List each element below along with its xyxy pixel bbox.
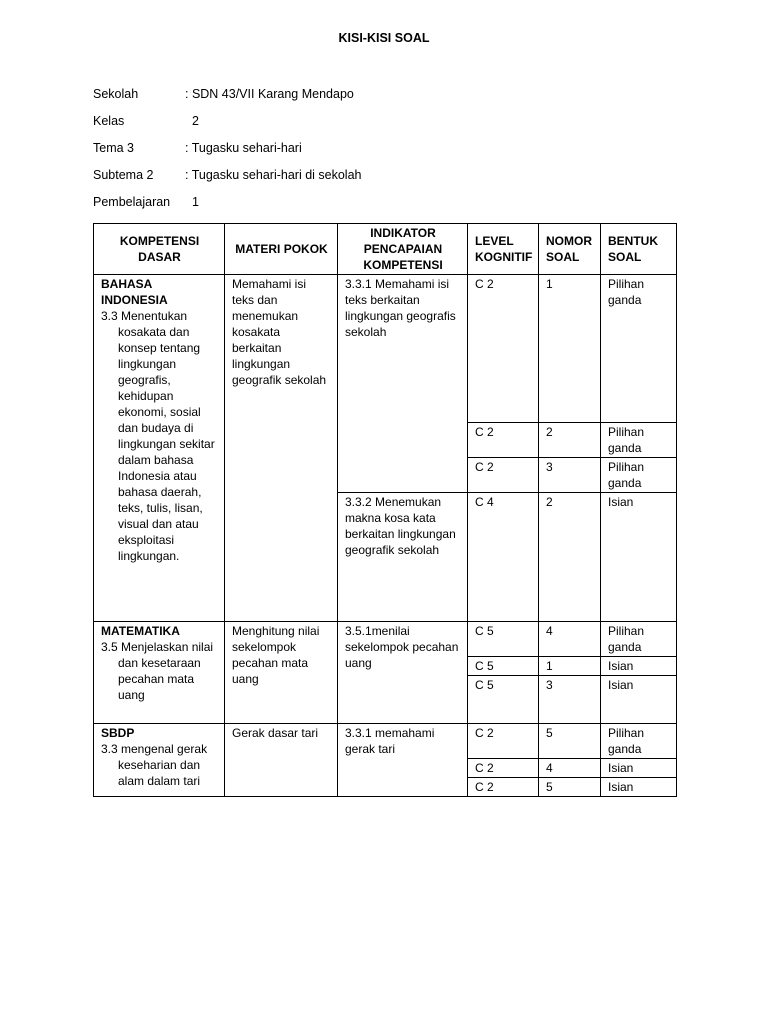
info-label: Sekolah [93,87,139,101]
bentuk-cell: Isian [601,493,677,622]
level-cell: C 2 [468,724,539,759]
indikator-cell: 3.5.1menilai sekelompok pecahan uang [338,622,468,724]
kd-cell-sbdp [94,724,225,797]
bentuk-cell: Isian [601,676,677,724]
document-title: KISI-KISI SOAL [338,31,430,45]
info-row-tema [93,141,361,168]
info-row-sekolah [93,87,361,114]
bentuk-cell: Isian [601,657,677,676]
nomor-cell: 1 [539,275,601,423]
level-cell: C 5 [468,676,539,724]
level-cell: C 2 [468,275,539,423]
kd-text: 3.3 Menentukan kosakata dan konsep tentang lingkungan geografis, kehidupan ekonomi, sosial dan budaya di lingkungan sekitar dalam bahasa Indonesia atau bahasa daerah, teks, tulis, lisan, visual dan atau eksploitasi lingkungan. [101,309,215,563]
materi-cell: Gerak dasar tari [225,724,338,797]
kd-cell-bahasa-indonesia [94,275,225,622]
level-cell: C 2 [468,778,539,797]
header-materi-pokok: MATERI POKOK [225,224,338,275]
bentuk-cell: Isian [601,778,677,797]
level-cell: C 2 [468,423,539,458]
level-cell: C 2 [468,458,539,493]
subject-name: MATEMATIKA [101,624,180,638]
bentuk-cell: Pilihan ganda [601,423,677,458]
nomor-cell: 3 [539,676,601,724]
table-row [94,724,677,759]
info-value: : Tugasku sehari-hari di sekolah [185,168,362,182]
kd-text: 3.5 Menjelaskan nilai dan kesetaraan pecahan mata uang [101,640,214,702]
level-cell: C 5 [468,657,539,676]
info-label: Pembelajaran [93,195,171,209]
subject-name: SBDP [101,726,135,740]
kd-cell-matematika [94,622,225,724]
table-row [94,622,677,657]
bentuk-cell: Isian [601,759,677,778]
materi-cell: Memahami isi teks dan menemukan kosakata berkaitan lingkungan geografik sekolah [225,275,338,622]
info-value: : Tugasku sehari-hari [185,141,302,155]
table-row [94,275,677,423]
info-row-subtema [93,168,361,195]
table-header-row [94,224,677,275]
nomor-cell: 3 [539,458,601,493]
nomor-cell: 1 [539,657,601,676]
info-value: 1 [185,195,199,209]
level-cell: C 4 [468,493,539,622]
subject-name: BAHASA INDONESIA [101,277,168,307]
kd-text: 3.3 mengenal gerak keseharian dan alam dalam tari [101,742,208,788]
info-value: 2 [185,114,199,128]
level-cell: C 2 [468,759,539,778]
materi-cell: Menghitung nilai sekelompok pecahan mata uang [225,622,338,724]
info-block [93,87,361,222]
level-cell: C 5 [468,622,539,657]
indikator-cell: 3.3.2 Menemukan makna kosa kata berkaitan lingkungan geografik sekolah [338,493,468,622]
nomor-cell: 5 [539,724,601,759]
nomor-cell: 2 [539,493,601,622]
nomor-cell: 5 [539,778,601,797]
indikator-cell: 3.3.1 memahami gerak tari [338,724,468,797]
info-label: Kelas [93,114,125,128]
bentuk-cell: Pilihan ganda [601,622,677,657]
nomor-cell: 2 [539,423,601,458]
header-indikator: INDIKATOR PENCAPAIAN KOMPETENSI [338,224,468,275]
bentuk-cell: Pilihan ganda [601,458,677,493]
indikator-cell: 3.3.1 Memahami isi teks berkaitan lingkungan geografis sekolah [338,275,468,493]
header-level-kognitif: LEVEL KOGNITIF [468,224,539,275]
info-value: : SDN 43/VII Karang Mendapo [185,87,354,101]
nomor-cell: 4 [539,622,601,657]
header-bentuk-soal: BENTUK SOAL [601,224,677,275]
header-kompetensi-dasar: KOMPETENSI DASAR [94,224,225,275]
header-nomor-soal: NOMOR SOAL [539,224,601,275]
info-row-kelas [93,114,361,141]
bentuk-cell: Pilihan ganda [601,275,677,423]
info-row-pembelajaran [93,195,361,222]
nomor-cell: 4 [539,759,601,778]
kisi-kisi-table [93,223,677,797]
bentuk-cell: Pilihan ganda [601,724,677,759]
info-label: Subtema 2 [93,168,154,182]
info-label: Tema 3 [93,141,134,155]
